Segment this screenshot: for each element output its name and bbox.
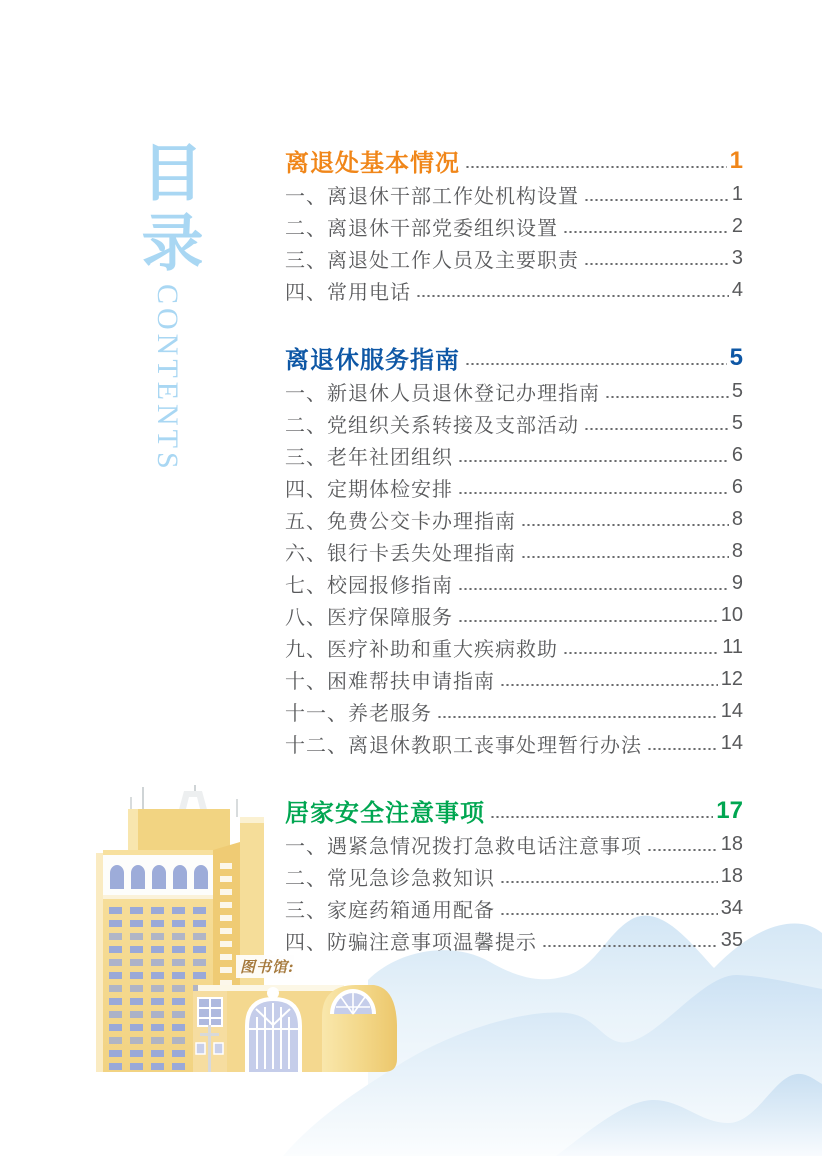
- toc-entry-page-number: 14: [720, 699, 743, 722]
- toc-entry-page-number: 5: [731, 379, 743, 402]
- dotted-leader: [490, 816, 713, 818]
- dotted-leader: [458, 460, 729, 462]
- dotted-leader: [647, 748, 718, 750]
- dotted-leader: [416, 295, 729, 297]
- toc-entry-label: 五、免费公交卡办理指南: [285, 510, 516, 533]
- toc-section-title: 居家安全注意事项: [285, 800, 485, 827]
- toc-entry-page-number: 18: [720, 864, 743, 887]
- dotted-leader: [500, 913, 718, 915]
- dotted-leader: [605, 396, 729, 398]
- toc-section-title: 离退处基本情况: [285, 150, 460, 177]
- toc-entry-label: 三、家庭药箱通用配备: [285, 899, 495, 922]
- toc-entry-page-number: 9: [731, 571, 743, 594]
- toc-entry: [285, 727, 743, 759]
- toc-entry-page-number: 8: [731, 507, 743, 530]
- toc-entry-label: 九、医疗补助和重大疾病救助: [285, 638, 558, 661]
- toc-section-header: [285, 340, 743, 375]
- toc-entry-page-number: 14: [720, 731, 743, 754]
- toc-entry: [285, 860, 743, 892]
- toc-entry-page-number: 4: [731, 278, 743, 301]
- dotted-leader: [584, 428, 729, 430]
- toc-entry: [285, 599, 743, 631]
- toc-section: [285, 793, 743, 956]
- toc-entry-page-number: 18: [720, 832, 743, 855]
- toc-section-header: [285, 143, 743, 178]
- toc-entry-label: 一、遇紧急情况拨打急救电话注意事项: [285, 835, 642, 858]
- dotted-leader: [465, 166, 727, 168]
- toc-title-chinese: 目录: [132, 140, 201, 280]
- toc-entry-page-number: 2: [731, 214, 743, 237]
- toc: [285, 143, 743, 956]
- toc-entry-page-number: 6: [731, 443, 743, 466]
- dotted-leader: [647, 849, 718, 851]
- toc-entry-label: 一、新退休人员退休登记办理指南: [285, 382, 600, 405]
- toc-section-page-number: 5: [729, 343, 743, 371]
- library-sign-text: 图书馆:: [240, 958, 295, 976]
- dotted-leader: [458, 620, 718, 622]
- toc-section-header: [285, 793, 743, 828]
- toc-entry-label: 二、党组织关系转接及支部活动: [285, 414, 579, 437]
- toc-entry-page-number: 3: [731, 246, 743, 269]
- toc-entry: [285, 242, 743, 274]
- toc-title-english: CONTENTS: [151, 284, 184, 473]
- toc-entry: [285, 924, 743, 956]
- toc-entry: [285, 695, 743, 727]
- toc-entry: [285, 631, 743, 663]
- toc-entry: [285, 567, 743, 599]
- toc-entry-page-number: 35: [720, 928, 743, 951]
- toc-entry-page-number: 5: [731, 411, 743, 434]
- toc-entry-label: 二、常见急诊急救知识: [285, 867, 495, 890]
- toc-entry-label: 十一、养老服务: [285, 702, 432, 725]
- toc-entry-label: 八、医疗保障服务: [285, 606, 453, 629]
- toc-entry-label: 六、银行卡丢失处理指南: [285, 542, 516, 565]
- toc-entry-label: 三、老年社团组织: [285, 446, 453, 469]
- toc-section: [285, 143, 743, 306]
- toc-section-page-number: 17: [716, 796, 743, 824]
- toc-entry: [285, 663, 743, 695]
- toc-entry: [285, 210, 743, 242]
- toc-entry: [285, 471, 743, 503]
- dotted-leader: [458, 588, 729, 590]
- toc-entry-page-number: 10: [720, 603, 743, 626]
- toc-entry-label: 十、困难帮扶申请指南: [285, 670, 495, 693]
- toc-entry-label: 四、定期体检安排: [285, 478, 453, 501]
- toc-entry: [285, 828, 743, 860]
- toc-entry-page-number: 1: [731, 182, 743, 205]
- toc-entry-page-number: 12: [720, 667, 743, 690]
- dotted-leader: [521, 556, 729, 558]
- dotted-leader: [521, 524, 729, 526]
- toc-entry: [285, 535, 743, 567]
- toc-entry-label: 四、常用电话: [285, 281, 411, 304]
- toc-section-title: 离退休服务指南: [285, 347, 460, 374]
- toc-entry-label: 二、离退休干部党委组织设置: [285, 217, 558, 240]
- dotted-leader: [458, 492, 729, 494]
- dotted-leader: [563, 652, 719, 654]
- dotted-leader: [584, 199, 729, 201]
- toc-entry: [285, 274, 743, 306]
- dotted-leader: [465, 363, 727, 365]
- dotted-leader: [584, 263, 729, 265]
- toc-entry: [285, 407, 743, 439]
- toc-entry: [285, 439, 743, 471]
- toc-entry-label: 三、离退处工作人员及主要职责: [285, 249, 579, 272]
- toc-entry-label: 四、防骗注意事项温馨提示: [285, 931, 537, 954]
- toc-entry: [285, 503, 743, 535]
- toc-entry-page-number: 8: [731, 539, 743, 562]
- toc-section-page-number: 1: [729, 146, 743, 174]
- dotted-leader: [542, 945, 718, 947]
- toc-entry: [285, 178, 743, 210]
- dotted-leader: [437, 716, 718, 718]
- toc-entry-label: 十二、离退休教职工丧事处理暂行办法: [285, 734, 642, 757]
- dotted-leader: [500, 881, 718, 883]
- toc-entry-page-number: 11: [722, 635, 743, 658]
- toc-entry-page-number: 34: [720, 896, 743, 919]
- toc-entry: [285, 375, 743, 407]
- toc-section: [285, 340, 743, 759]
- dotted-leader: [563, 231, 729, 233]
- toc-entry: [285, 892, 743, 924]
- dotted-leader: [500, 684, 718, 686]
- toc-entry-page-number: 6: [731, 475, 743, 498]
- toc-entry-label: 七、校园报修指南: [285, 574, 453, 597]
- toc-entry-label: 一、离退休干部工作处机构设置: [285, 185, 579, 208]
